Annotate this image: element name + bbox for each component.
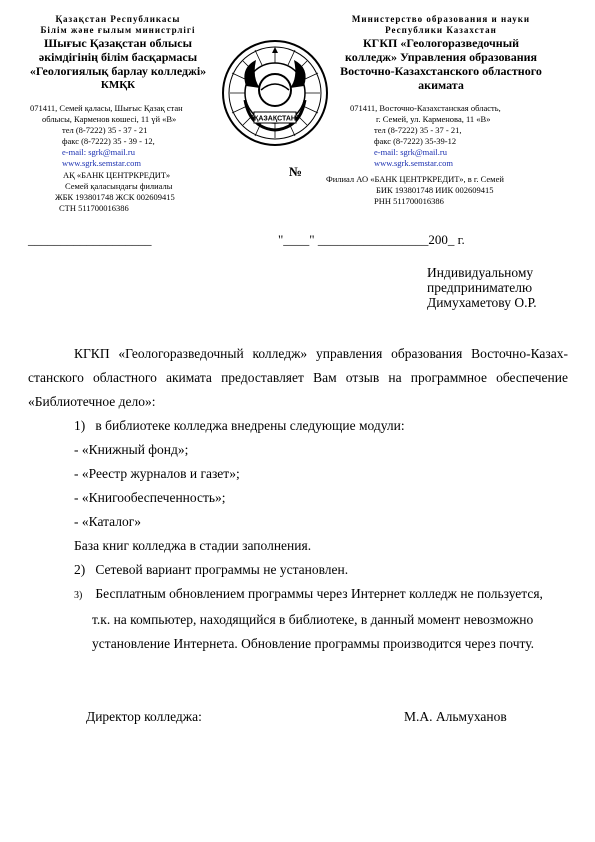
left-bank-line2: Семей қаласындағы филиалы bbox=[65, 181, 173, 191]
left-header-line4: әкімдігінің білім басқармасы bbox=[38, 50, 198, 64]
list-item-3-line1: Бесплатным обновлением программы через Интернет колледж не пользуется, bbox=[95, 586, 543, 601]
list-item-2-number: 2) bbox=[74, 562, 86, 577]
intro-line2: станского областного акимата предоставляет Вам отзыв на программное обеспечение bbox=[28, 370, 568, 385]
right-bank-line3: РНН 511700016386 bbox=[374, 196, 444, 206]
left-web[interactable]: www.sgrk.semstar.com bbox=[62, 158, 142, 168]
addressee-line2: предпринимателю bbox=[427, 280, 533, 295]
module-1: - «Книжный фонд»; bbox=[74, 442, 189, 457]
left-bank-line1: АҚ «БАНК ЦЕНТРКРЕДИТ» bbox=[63, 170, 171, 180]
signature-title: Директор колледжа: bbox=[86, 709, 202, 724]
left-address-line2: облысы, Карменов көшесі, 11 үй «В» bbox=[42, 114, 177, 124]
right-email[interactable]: e-mail: sgrk@mail.ru bbox=[374, 147, 447, 157]
right-header-line1: Министерство образования и науки bbox=[351, 14, 531, 24]
left-bank-line4: СТН 511700016386 bbox=[59, 203, 129, 213]
left-header-line2: Білім және ғылым министрлігі bbox=[40, 25, 196, 35]
list-item-1 bbox=[28, 414, 568, 438]
list-item-3-number: 3) bbox=[74, 590, 83, 601]
list-item-3-line3: установление Интернета. Обновление программы производится через почту. bbox=[92, 636, 534, 651]
intro-line1: КГКП «Геологоразведочный колледж» управления образования Восточно-Казах- bbox=[74, 346, 568, 361]
right-header-line5: Восточно-Казахстанского областного bbox=[340, 64, 542, 78]
right-fax: факс (8-7222) 35-39-12 bbox=[374, 136, 457, 146]
left-bank-block bbox=[55, 170, 225, 214]
right-header bbox=[330, 14, 552, 92]
date-field: "____" _________________200_ г. bbox=[278, 232, 465, 247]
database-status: База книг колледжа в стадии заполнения. bbox=[74, 538, 312, 553]
right-address-block bbox=[350, 103, 550, 169]
list-item-3 bbox=[28, 582, 568, 608]
right-bank-block bbox=[326, 174, 556, 207]
left-email[interactable]: e-mail: sgrk@mail.ru bbox=[62, 147, 135, 157]
module-2: - «Реестр журналов и газет»; bbox=[74, 466, 240, 481]
module-3: - «Книгообеспеченность»; bbox=[74, 490, 226, 505]
signature-name: М.А. Альмуханов bbox=[404, 709, 507, 724]
left-address-line1: 071411, Семей қаласы, Шығыс Қазақ стан bbox=[30, 103, 183, 113]
right-header-line2: Республики Казахстан bbox=[385, 25, 497, 35]
addressee-line1: Индивидуальному bbox=[427, 265, 534, 280]
right-tel: тел (8-7222) 35 - 37 - 21, bbox=[374, 125, 462, 135]
state-emblem bbox=[220, 38, 330, 148]
left-header-line5: «Геологиялық барлау колледжі» bbox=[29, 64, 207, 78]
left-tel: тел (8-7222) 35 - 37 - 21 bbox=[62, 125, 148, 135]
list-item-1-number: 1) bbox=[74, 418, 86, 433]
right-address-line1: 071411, Восточно-Казахстанская область, bbox=[350, 103, 501, 113]
list-item-3-line2: т.к. на компьютер, находящийся в библиотеке, в данный момент невозможно bbox=[92, 612, 534, 627]
letter-body bbox=[28, 342, 568, 656]
addressee-block bbox=[427, 265, 537, 310]
outgoing-number-blank: ___________________ bbox=[28, 232, 152, 247]
right-web[interactable]: www.sgrk.semstar.com bbox=[374, 158, 454, 168]
left-bank-line3: ЖБК 193801748 ЖСК 002609415 bbox=[55, 192, 175, 202]
emblem-icon bbox=[220, 38, 330, 148]
list-item-1-text: в библиотеке колледжа внедрены следующие модули: bbox=[95, 418, 405, 433]
left-fax: факс (8-7222) 35 - 39 - 12, bbox=[62, 136, 155, 146]
list-item-2 bbox=[28, 558, 568, 582]
right-address-line2: г. Семей, ул. Карменова, 11 «В» bbox=[376, 114, 491, 124]
left-address-block bbox=[30, 103, 220, 169]
right-bank-line2: БИК 193801748 ИИК 002609415 bbox=[376, 185, 494, 195]
intro-line3: «Библиотечное дело»: bbox=[28, 394, 156, 409]
right-bank-line1: Филиал АО «БАНК ЦЕНТРКРЕДИТ», в г. Семей bbox=[326, 174, 504, 184]
emblem-label: ҚАЗАҚСТАН bbox=[254, 115, 296, 123]
module-4: - «Каталог» bbox=[74, 514, 142, 529]
right-header-line4: колледж» Управления образования bbox=[344, 50, 538, 64]
right-header-line6: акимата bbox=[418, 78, 464, 92]
date-line bbox=[28, 232, 568, 248]
addressee-line3: Димухаметову О.Р. bbox=[427, 295, 537, 310]
list-item-2-text: Сетевой вариант программы не установлен. bbox=[95, 562, 349, 577]
left-header-line6: КМҚК bbox=[100, 79, 136, 91]
right-header-line3: КГКП «Геологоразведочный bbox=[362, 36, 519, 50]
left-header-line1: Қазақстан Республикасы bbox=[55, 14, 181, 24]
number-sign: № bbox=[289, 164, 303, 179]
left-header bbox=[18, 14, 218, 92]
left-header-line3: Шығыс Қазақстан облысы bbox=[44, 36, 192, 50]
